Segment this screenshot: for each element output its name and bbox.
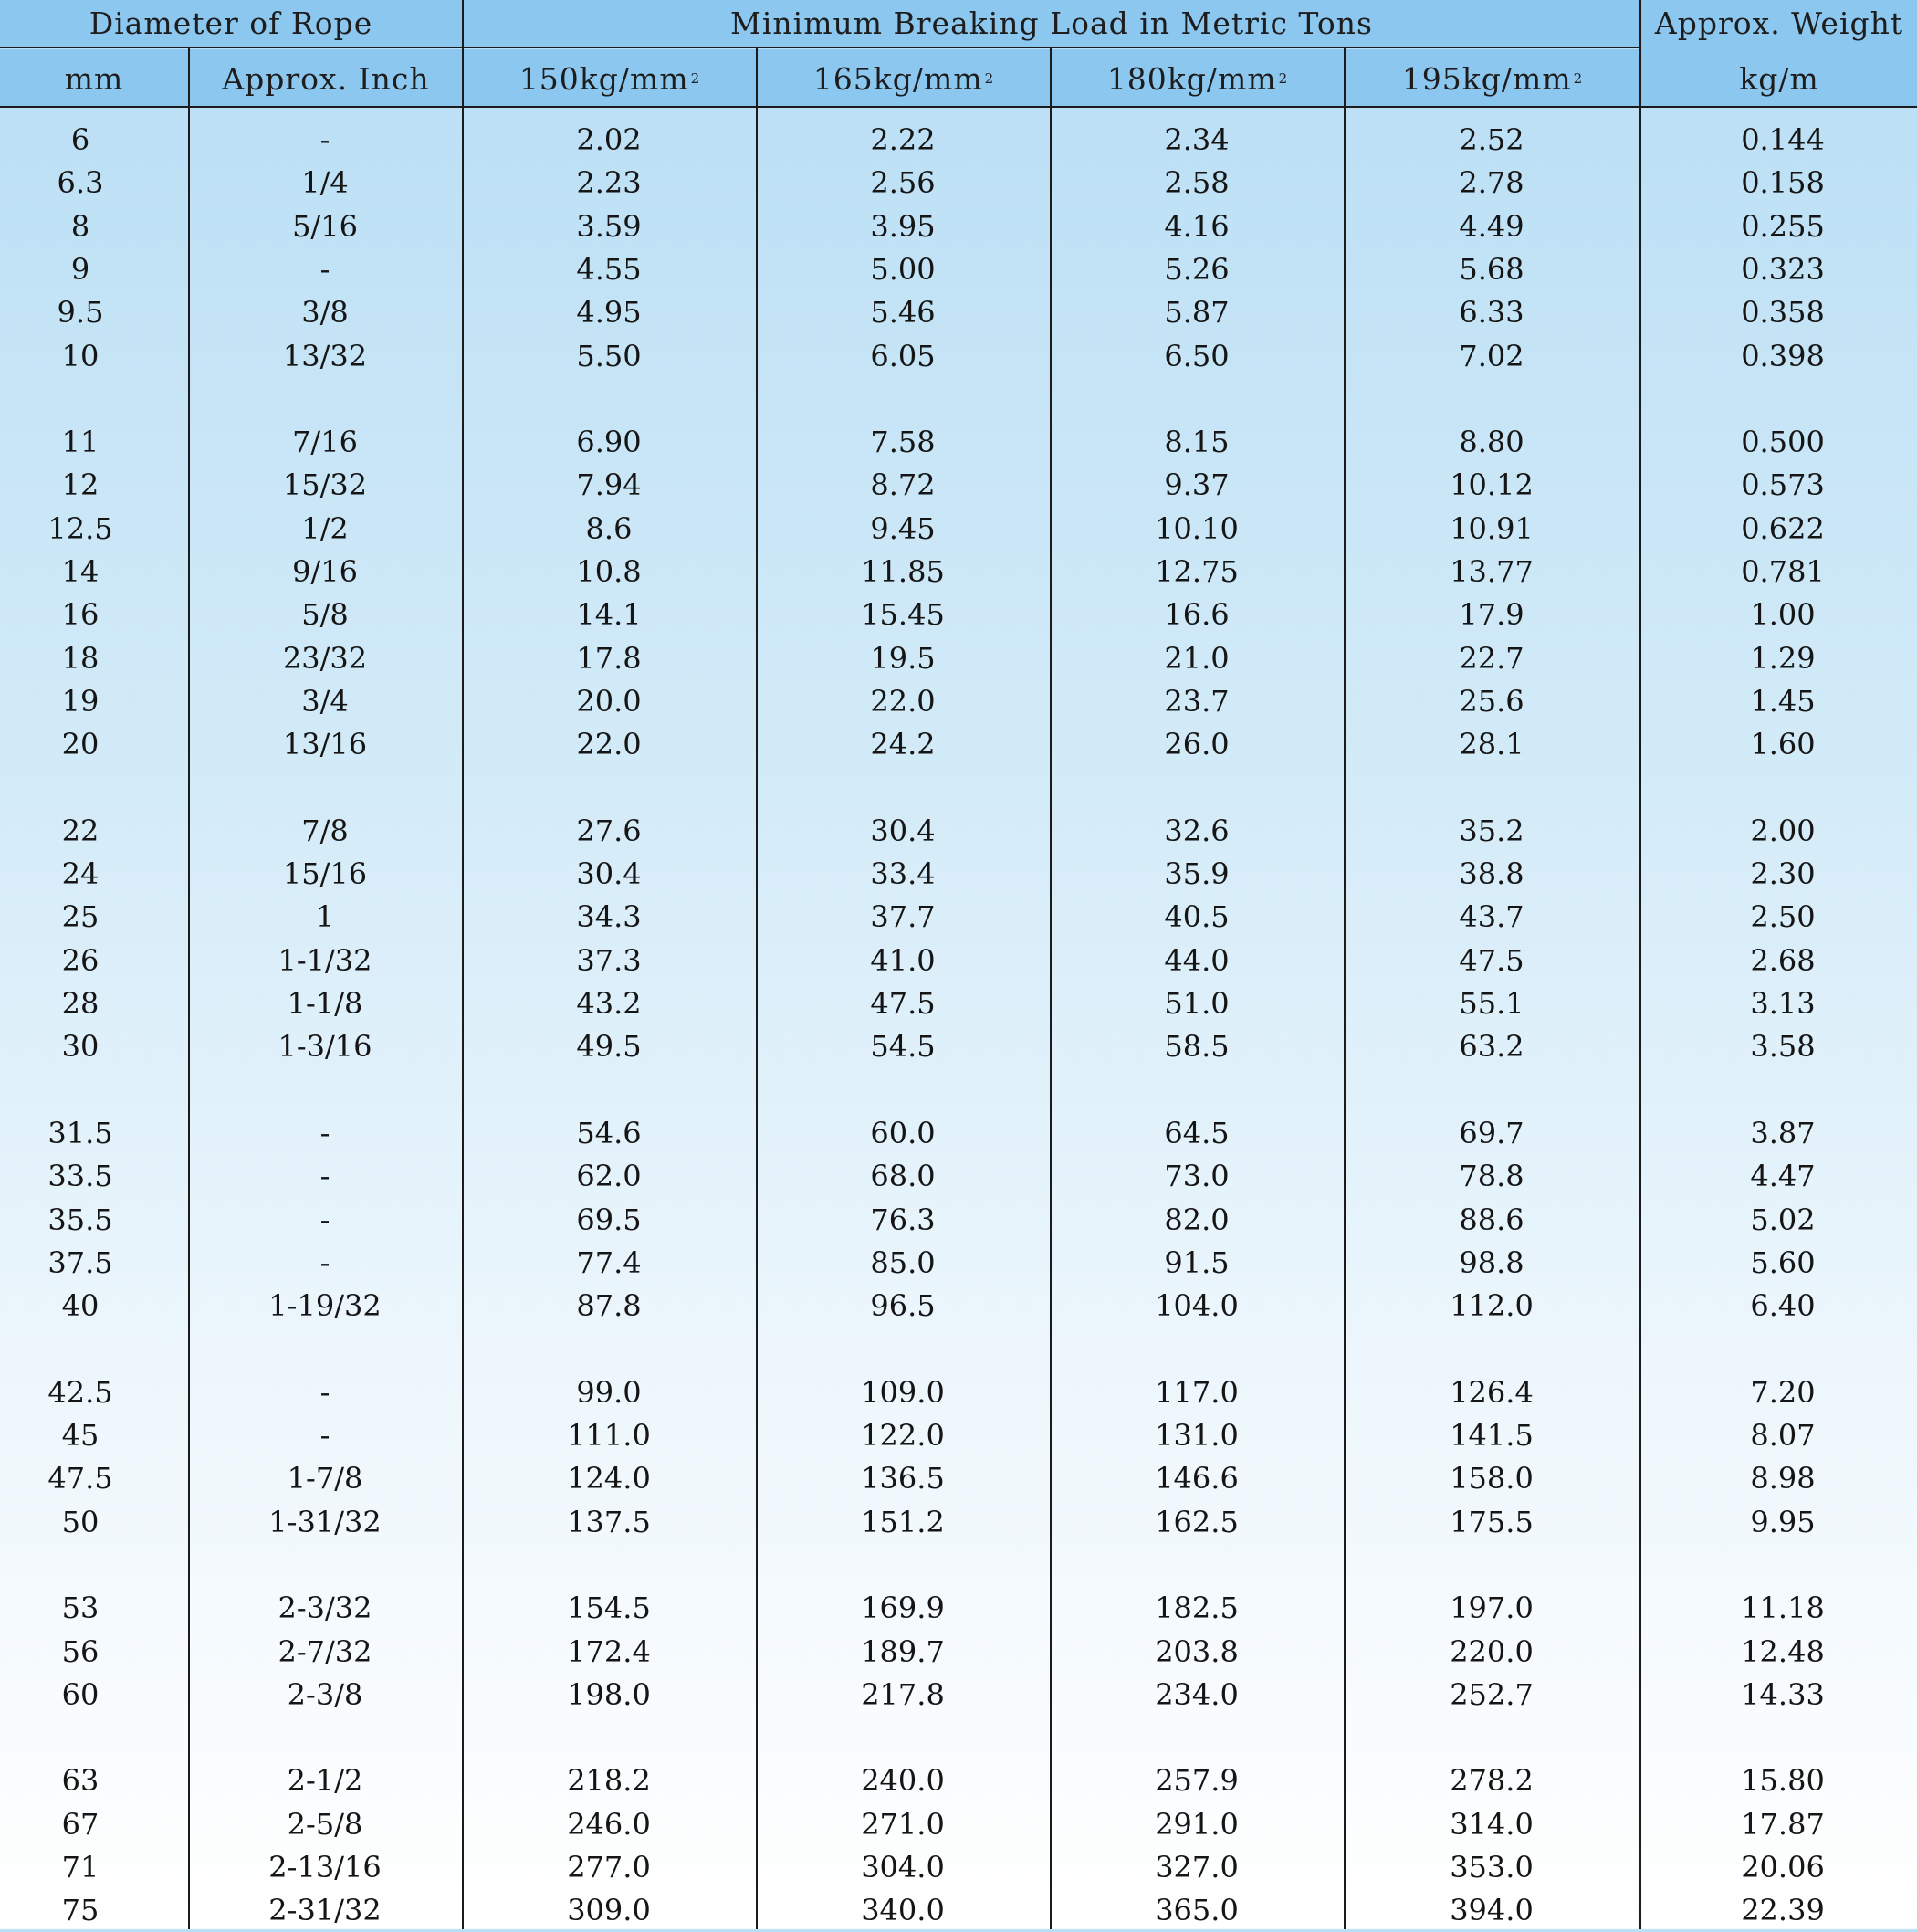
cell-approx-inch: - xyxy=(320,1244,330,1280)
cell-load-180: 44.0 xyxy=(1164,942,1230,978)
cell-load-195: 8.80 xyxy=(1459,425,1524,460)
cell-load-180: 162.5 xyxy=(1155,1504,1239,1539)
cell-approx-inch: 13/32 xyxy=(282,338,368,373)
cell-load-195: 112.0 xyxy=(1450,1288,1534,1324)
cell-mm: 9 xyxy=(70,251,90,287)
cell-approx-inch: 1-7/8 xyxy=(287,1461,363,1496)
cell-weight: 7.20 xyxy=(1750,1374,1816,1410)
cell-mm: 9.5 xyxy=(57,295,104,331)
cell-load-165: 76.3 xyxy=(870,1202,936,1237)
cell-load-195: 43.7 xyxy=(1459,899,1524,935)
cell-load-165: 2.22 xyxy=(870,122,936,157)
cell-load-180: 9.37 xyxy=(1164,467,1230,503)
cell-load-165: 22.0 xyxy=(870,683,936,719)
cell-weight: 17.87 xyxy=(1741,1806,1825,1842)
cell-weight: 1.00 xyxy=(1750,597,1816,633)
cell-load-150: 8.6 xyxy=(585,510,633,546)
cell-load-150: 17.8 xyxy=(576,640,642,676)
cell-load-150: 43.2 xyxy=(576,986,642,1021)
cell-load-180: 146.6 xyxy=(1155,1461,1239,1496)
header-grade-195 xyxy=(1346,51,1639,106)
cell-load-165: 340.0 xyxy=(861,1893,945,1928)
cell-mm: 35.5 xyxy=(47,1202,113,1237)
header-grade-165-label: 165kg/mm xyxy=(812,60,983,97)
cell-mm: 30 xyxy=(61,1029,100,1065)
cell-load-195: 6.33 xyxy=(1459,295,1524,331)
header-approx-inch: Approx. Inch xyxy=(222,60,430,97)
cell-load-165: 41.0 xyxy=(870,942,936,978)
cell-load-195: 197.0 xyxy=(1450,1591,1534,1626)
cell-weight: 3.13 xyxy=(1750,986,1816,1021)
cell-load-180: 32.6 xyxy=(1164,813,1230,848)
cell-load-150: 4.55 xyxy=(576,251,642,287)
cell-load-180: 182.5 xyxy=(1155,1591,1239,1626)
cell-load-165: 37.7 xyxy=(870,899,936,935)
cell-load-150: 54.6 xyxy=(576,1115,642,1150)
cell-load-180: 12.75 xyxy=(1155,554,1239,589)
header-grade-180-superscript: 2 xyxy=(1278,70,1289,87)
cell-load-165: 2.56 xyxy=(870,165,936,201)
cell-mm: 56 xyxy=(61,1633,100,1669)
cell-approx-inch: 2-1/2 xyxy=(287,1763,363,1799)
cell-load-180: 2.34 xyxy=(1164,122,1230,157)
cell-load-165: 19.5 xyxy=(870,640,936,676)
cell-load-150: 20.0 xyxy=(576,683,642,719)
cell-load-195: 69.7 xyxy=(1459,1115,1524,1150)
cell-load-150: 37.3 xyxy=(576,942,642,978)
cell-load-150: 111.0 xyxy=(567,1418,651,1453)
cell-approx-inch: 3/8 xyxy=(301,295,349,331)
cell-mm: 53 xyxy=(61,1591,100,1626)
cell-load-165: 85.0 xyxy=(870,1244,936,1280)
cell-load-180: 26.0 xyxy=(1164,727,1230,762)
cell-load-165: 151.2 xyxy=(861,1504,945,1539)
cell-weight: 8.98 xyxy=(1750,1461,1816,1496)
cell-load-150: 124.0 xyxy=(567,1461,651,1496)
cell-weight: 0.500 xyxy=(1741,425,1825,460)
cell-approx-inch: 1-31/32 xyxy=(268,1504,382,1539)
cell-load-195: 394.0 xyxy=(1450,1893,1534,1928)
cell-mm: 60 xyxy=(61,1676,100,1712)
cell-load-150: 10.8 xyxy=(576,554,642,589)
cell-approx-inch: 7/16 xyxy=(292,425,358,460)
cell-load-150: 309.0 xyxy=(567,1893,651,1928)
cell-load-195: 63.2 xyxy=(1459,1029,1524,1065)
cell-load-180: 131.0 xyxy=(1155,1418,1239,1453)
cell-mm: 63 xyxy=(61,1763,100,1799)
cell-load-150: 198.0 xyxy=(567,1676,651,1712)
cell-weight: 0.358 xyxy=(1741,295,1825,331)
cell-load-150: 2.02 xyxy=(576,122,642,157)
cell-load-150: 7.94 xyxy=(576,467,642,503)
cell-load-195: 25.6 xyxy=(1459,683,1524,719)
cell-load-180: 51.0 xyxy=(1164,986,1230,1021)
cell-approx-inch: 2-31/32 xyxy=(268,1893,382,1928)
cell-load-180: 16.6 xyxy=(1164,597,1230,633)
cell-load-150: 218.2 xyxy=(567,1763,651,1799)
cell-load-165: 7.58 xyxy=(870,425,936,460)
cell-weight: 8.07 xyxy=(1750,1418,1816,1453)
cell-load-150: 2.23 xyxy=(576,165,642,201)
cell-weight: 9.95 xyxy=(1750,1504,1816,1539)
header-mm: mm xyxy=(64,60,124,97)
cell-approx-inch: 2-7/32 xyxy=(278,1633,372,1669)
column-divider xyxy=(462,0,464,1929)
cell-weight: 2.30 xyxy=(1750,856,1816,892)
cell-weight: 3.58 xyxy=(1750,1029,1816,1065)
cell-load-195: 220.0 xyxy=(1450,1633,1534,1669)
cell-load-165: 11.85 xyxy=(861,554,945,589)
cell-load-165: 217.8 xyxy=(861,1676,945,1712)
cell-load-195: 78.8 xyxy=(1459,1159,1524,1194)
cell-load-195: 252.7 xyxy=(1450,1676,1534,1712)
cell-load-180: 203.8 xyxy=(1155,1633,1239,1669)
cell-load-165: 5.46 xyxy=(870,295,936,331)
cell-load-150: 62.0 xyxy=(576,1159,642,1194)
cell-load-150: 14.1 xyxy=(576,597,642,633)
cell-weight: 2.00 xyxy=(1750,813,1816,848)
cell-load-195: 28.1 xyxy=(1459,727,1524,762)
cell-weight: 1.45 xyxy=(1750,683,1816,719)
cell-weight: 0.144 xyxy=(1741,122,1825,157)
cell-mm: 11 xyxy=(61,425,100,460)
cell-load-165: 5.00 xyxy=(870,251,936,287)
cell-approx-inch: 1-1/32 xyxy=(278,942,372,978)
header-grade-180-label: 180kg/mm xyxy=(1106,60,1277,97)
cell-load-180: 82.0 xyxy=(1164,1202,1230,1237)
cell-load-195: 98.8 xyxy=(1459,1244,1524,1280)
cell-load-150: 30.4 xyxy=(576,856,642,892)
cell-load-195: 158.0 xyxy=(1450,1461,1534,1496)
cell-load-165: 122.0 xyxy=(861,1418,945,1453)
cell-load-150: 246.0 xyxy=(567,1806,651,1842)
cell-load-150: 34.3 xyxy=(576,899,642,935)
cell-load-180: 10.10 xyxy=(1155,510,1239,546)
cell-approx-inch: 2-13/16 xyxy=(268,1850,382,1885)
cell-approx-inch: 1-3/16 xyxy=(278,1029,372,1065)
header-grade-195-label: 195kg/mm xyxy=(1401,60,1572,97)
header-kg-per-m: kg/m xyxy=(1739,60,1819,97)
cell-load-195: 17.9 xyxy=(1459,597,1524,633)
cell-approx-inch: - xyxy=(320,1202,330,1237)
cell-load-180: 5.87 xyxy=(1164,295,1230,331)
cell-load-150: 6.90 xyxy=(576,425,642,460)
cell-load-150: 137.5 xyxy=(567,1504,651,1539)
cell-load-195: 55.1 xyxy=(1459,986,1524,1021)
cell-mm: 37.5 xyxy=(47,1244,113,1280)
cell-load-165: 3.95 xyxy=(870,208,936,244)
cell-mm: 12 xyxy=(61,467,100,503)
cell-load-165: 47.5 xyxy=(870,986,936,1021)
cell-approx-inch: - xyxy=(320,1159,330,1194)
cell-load-180: 4.16 xyxy=(1164,208,1230,244)
cell-mm: 24 xyxy=(61,856,100,892)
cell-weight: 20.06 xyxy=(1741,1850,1825,1885)
header-minimum-breaking-load: Minimum Breaking Load in Metric Tons xyxy=(730,5,1373,41)
cell-load-165: 15.45 xyxy=(861,597,945,633)
cell-load-150: 4.95 xyxy=(576,295,642,331)
cell-load-195: 5.68 xyxy=(1459,251,1524,287)
cell-mm: 8 xyxy=(70,208,90,244)
header-bottom-rule xyxy=(0,106,1917,108)
cell-load-180: 8.15 xyxy=(1164,425,1230,460)
cell-approx-inch: 13/16 xyxy=(282,727,368,762)
cell-approx-inch: - xyxy=(320,1115,330,1150)
cell-approx-inch: 1-19/32 xyxy=(268,1288,382,1324)
cell-mm: 67 xyxy=(61,1806,100,1842)
cell-mm: 25 xyxy=(61,899,100,935)
cell-load-150: 27.6 xyxy=(576,813,642,848)
cell-mm: 71 xyxy=(61,1850,100,1885)
cell-load-165: 169.9 xyxy=(861,1591,945,1626)
cell-load-195: 88.6 xyxy=(1459,1202,1524,1237)
column-divider xyxy=(188,47,190,1929)
cell-approx-inch: 2-5/8 xyxy=(287,1806,363,1842)
cell-weight: 1.60 xyxy=(1750,727,1816,762)
column-divider xyxy=(1050,47,1052,1929)
cell-load-195: 2.52 xyxy=(1459,122,1524,157)
cell-weight: 22.39 xyxy=(1741,1893,1825,1928)
cell-load-195: 175.5 xyxy=(1450,1504,1534,1539)
cell-weight: 15.80 xyxy=(1741,1763,1825,1799)
cell-weight: 2.50 xyxy=(1750,899,1816,935)
cell-load-165: 240.0 xyxy=(861,1763,945,1799)
cell-load-180: 23.7 xyxy=(1164,683,1230,719)
cell-approx-inch: - xyxy=(320,1418,330,1453)
column-divider xyxy=(756,47,758,1929)
cell-load-165: 136.5 xyxy=(861,1461,945,1496)
cell-weight: 14.33 xyxy=(1741,1676,1825,1712)
cell-weight: 1.29 xyxy=(1750,640,1816,676)
cell-weight: 0.622 xyxy=(1741,510,1825,546)
cell-load-180: 5.26 xyxy=(1164,251,1230,287)
cell-approx-inch: 2-3/8 xyxy=(287,1676,363,1712)
cell-mm: 10 xyxy=(61,338,100,373)
cell-load-165: 9.45 xyxy=(870,510,936,546)
cell-weight: 4.47 xyxy=(1750,1159,1816,1194)
cell-load-195: 278.2 xyxy=(1450,1763,1534,1799)
cell-weight: 5.02 xyxy=(1750,1202,1816,1237)
cell-weight: 2.68 xyxy=(1750,942,1816,978)
cell-mm: 42.5 xyxy=(47,1374,113,1410)
cell-load-195: 314.0 xyxy=(1450,1806,1534,1842)
cell-load-165: 60.0 xyxy=(870,1115,936,1150)
cell-mm: 20 xyxy=(61,727,100,762)
cell-mm: 18 xyxy=(61,640,100,676)
cell-load-150: 87.8 xyxy=(576,1288,642,1324)
column-divider xyxy=(1639,0,1641,1929)
cell-mm: 45 xyxy=(61,1418,100,1453)
cell-approx-inch: 15/16 xyxy=(282,856,368,892)
cell-mm: 40 xyxy=(61,1288,100,1324)
cell-load-165: 304.0 xyxy=(861,1850,945,1885)
cell-load-150: 77.4 xyxy=(576,1244,642,1280)
cell-load-180: 117.0 xyxy=(1155,1374,1239,1410)
cell-load-150: 3.59 xyxy=(576,208,642,244)
cell-load-195: 35.2 xyxy=(1459,813,1524,848)
cell-load-165: 109.0 xyxy=(861,1374,945,1410)
cell-weight: 0.158 xyxy=(1741,165,1825,201)
cell-approx-inch: 1-1/8 xyxy=(287,986,363,1021)
cell-load-165: 271.0 xyxy=(861,1806,945,1842)
header-grade-165-superscript: 2 xyxy=(984,70,995,87)
header-grade-150-label: 150kg/mm xyxy=(519,60,689,97)
cell-mm: 14 xyxy=(61,554,100,589)
cell-mm: 33.5 xyxy=(47,1159,113,1194)
cell-load-165: 24.2 xyxy=(870,727,936,762)
cell-mm: 47.5 xyxy=(47,1461,113,1496)
cell-weight: 3.87 xyxy=(1750,1115,1816,1150)
cell-mm: 28 xyxy=(61,986,100,1021)
cell-load-180: 58.5 xyxy=(1164,1029,1230,1065)
cell-approx-inch: 23/32 xyxy=(282,640,368,676)
cell-weight: 0.781 xyxy=(1741,554,1825,589)
cell-load-180: 73.0 xyxy=(1164,1159,1230,1194)
header-divider xyxy=(0,47,1641,48)
cell-load-180: 327.0 xyxy=(1155,1850,1239,1885)
cell-mm: 50 xyxy=(61,1504,100,1539)
cell-load-150: 69.5 xyxy=(576,1202,642,1237)
cell-load-165: 6.05 xyxy=(870,338,936,373)
cell-load-150: 5.50 xyxy=(576,338,642,373)
cell-load-180: 21.0 xyxy=(1164,640,1230,676)
cell-load-180: 6.50 xyxy=(1164,338,1230,373)
cell-load-195: 22.7 xyxy=(1459,640,1524,676)
cell-mm: 19 xyxy=(61,683,100,719)
header-approx-weight: Approx. Weight xyxy=(1654,5,1904,41)
cell-approx-inch: 7/8 xyxy=(301,813,349,848)
cell-load-195: 353.0 xyxy=(1450,1850,1534,1885)
cell-approx-inch: - xyxy=(320,251,330,287)
cell-mm: 22 xyxy=(61,813,100,848)
cell-load-180: 291.0 xyxy=(1155,1806,1239,1842)
header-grade-180 xyxy=(1052,51,1344,106)
header-grade-150 xyxy=(464,51,756,106)
cell-load-195: 13.77 xyxy=(1450,554,1534,589)
cell-approx-inch: 5/16 xyxy=(292,208,358,244)
cell-load-195: 4.49 xyxy=(1459,208,1524,244)
cell-load-150: 49.5 xyxy=(576,1029,642,1065)
cell-load-180: 2.58 xyxy=(1164,165,1230,201)
cell-weight: 0.573 xyxy=(1741,467,1825,503)
cell-load-180: 35.9 xyxy=(1164,856,1230,892)
cell-weight: 0.323 xyxy=(1741,251,1825,287)
cell-weight: 12.48 xyxy=(1741,1633,1825,1669)
cell-mm: 12.5 xyxy=(47,510,113,546)
cell-mm: 31.5 xyxy=(47,1115,113,1150)
cell-approx-inch: - xyxy=(320,122,330,157)
cell-load-180: 64.5 xyxy=(1164,1115,1230,1150)
header-grade-195-superscript: 2 xyxy=(1573,70,1584,87)
cell-load-195: 141.5 xyxy=(1450,1418,1534,1453)
cell-load-180: 257.9 xyxy=(1155,1763,1239,1799)
cell-mm: 6 xyxy=(70,122,90,157)
cell-approx-inch: 1/4 xyxy=(301,165,349,201)
cell-load-150: 154.5 xyxy=(567,1591,651,1626)
cell-approx-inch: 1/2 xyxy=(301,510,349,546)
cell-weight: 0.255 xyxy=(1741,208,1825,244)
cell-load-150: 172.4 xyxy=(567,1633,651,1669)
cell-approx-inch: 3/4 xyxy=(301,683,349,719)
cell-load-180: 91.5 xyxy=(1164,1244,1230,1280)
cell-load-165: 33.4 xyxy=(870,856,936,892)
cell-load-150: 99.0 xyxy=(576,1374,642,1410)
header-grade-165 xyxy=(758,51,1050,106)
cell-weight: 11.18 xyxy=(1741,1591,1825,1626)
cell-load-165: 68.0 xyxy=(870,1159,936,1194)
column-divider xyxy=(1344,47,1346,1929)
cell-load-165: 30.4 xyxy=(870,813,936,848)
cell-approx-inch: 2-3/32 xyxy=(278,1591,372,1626)
cell-load-165: 96.5 xyxy=(870,1288,936,1324)
cell-load-195: 38.8 xyxy=(1459,856,1524,892)
cell-approx-inch: - xyxy=(320,1374,330,1410)
cell-weight: 6.40 xyxy=(1750,1288,1816,1324)
cell-load-195: 126.4 xyxy=(1450,1374,1534,1410)
cell-load-165: 54.5 xyxy=(870,1029,936,1065)
cell-mm: 75 xyxy=(61,1893,100,1928)
cell-load-180: 104.0 xyxy=(1155,1288,1239,1324)
cell-load-165: 189.7 xyxy=(861,1633,945,1669)
cell-load-195: 7.02 xyxy=(1459,338,1524,373)
cell-approx-inch: 15/32 xyxy=(282,467,368,503)
cell-load-180: 365.0 xyxy=(1155,1893,1239,1928)
cell-load-180: 234.0 xyxy=(1155,1676,1239,1712)
cell-load-195: 47.5 xyxy=(1459,942,1524,978)
cell-mm: 26 xyxy=(61,942,100,978)
cell-load-165: 8.72 xyxy=(870,467,936,503)
cell-load-195: 10.91 xyxy=(1450,510,1534,546)
cell-load-150: 22.0 xyxy=(576,727,642,762)
cell-load-195: 10.12 xyxy=(1450,467,1534,503)
cell-mm: 6.3 xyxy=(57,165,104,201)
cell-approx-inch: 5/8 xyxy=(301,597,349,633)
cell-mm: 16 xyxy=(61,597,100,633)
header-grade-150-superscript: 2 xyxy=(690,70,701,87)
cell-approx-inch: 9/16 xyxy=(292,554,358,589)
cell-load-150: 277.0 xyxy=(567,1850,651,1885)
cell-weight: 0.398 xyxy=(1741,338,1825,373)
cell-load-180: 40.5 xyxy=(1164,899,1230,935)
cell-approx-inch: 1 xyxy=(315,899,335,935)
cell-weight: 5.60 xyxy=(1750,1244,1816,1280)
cell-load-195: 2.78 xyxy=(1459,165,1524,201)
header-diameter-of-rope: Diameter of Rope xyxy=(89,5,373,41)
